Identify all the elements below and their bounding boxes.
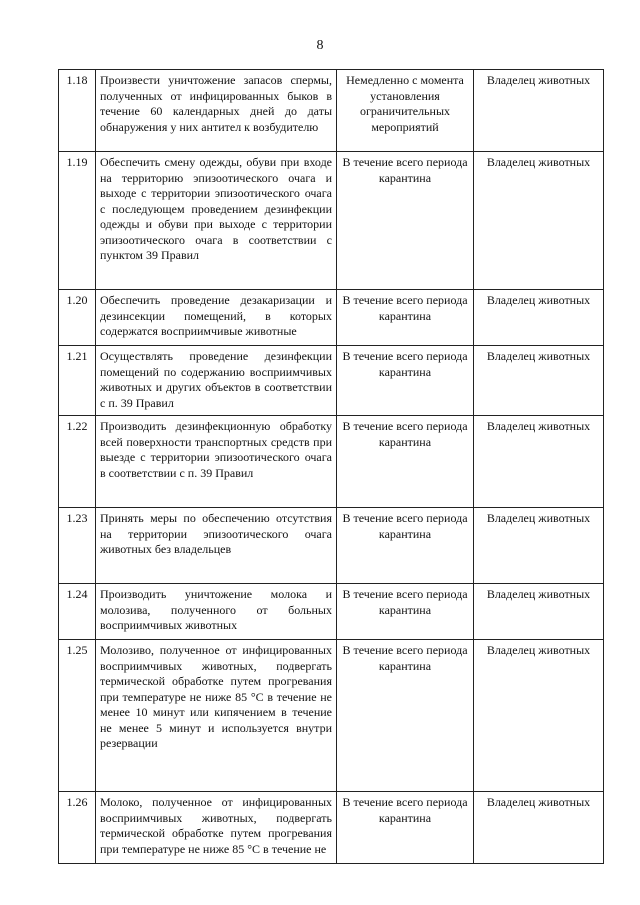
row-action: Обеспечить проведение дезакаризации и дезинсекции помещений, в которых содержатся восприимчивые животные: [96, 290, 337, 346]
row-action: Осуществлять проведение дезинфекции помещений по содержанию восприимчивых животных и других объектов в соответствии с п. 39 Правил: [96, 346, 337, 416]
row-responsible: Владелец животных: [474, 416, 604, 508]
table-row: [59, 584, 604, 640]
table-row: [59, 416, 604, 508]
row-term: В течение всего периода карантина: [337, 416, 474, 508]
row-responsible: Владелец животных: [474, 584, 604, 640]
table-row: [59, 640, 604, 792]
page-number: 8: [316, 38, 324, 53]
row-number: 1.18: [59, 70, 96, 152]
row-action: Молоко, полученное от инфицированных восприимчивых животных, подвергать термической обработке путем прогревания при температуре не ниже 85 °С в течение не: [96, 792, 337, 864]
row-number: 1.20: [59, 290, 96, 346]
row-term: В течение всего периода карантина: [337, 792, 474, 864]
table-row: [59, 70, 604, 152]
row-number: 1.25: [59, 640, 96, 792]
row-number: 1.24: [59, 584, 96, 640]
row-term: В течение всего периода карантина: [337, 290, 474, 346]
measures-table-body: [59, 70, 604, 864]
row-term: В течение всего периода карантина: [337, 640, 474, 792]
row-responsible: Владелец животных: [474, 346, 604, 416]
table-row: [59, 508, 604, 584]
table-row: [59, 346, 604, 416]
row-responsible: Владелец животных: [474, 290, 604, 346]
row-action: Молозиво, полученное от инфицированных восприимчивых животных, подвергать термической обработке путем прогревания при температуре не ниже 85 °С в течение не менее 10 минут или кипячением в течение не менее 5 минут и используется внутри резервации: [96, 640, 337, 792]
row-number: 1.23: [59, 508, 96, 584]
row-action: Производить дезинфекционную обработку всей поверхности транспортных средств при выезде с территории эпизоотического очага в соответствии с п. 39 Правил: [96, 416, 337, 508]
row-number: 1.21: [59, 346, 96, 416]
row-term: В течение всего периода карантина: [337, 346, 474, 416]
row-term: Немедленно с момента установления ограничительных мероприятий: [337, 70, 474, 152]
row-action: Обеспечить смену одежды, обуви при входе на территорию эпизоотического очага и выходе с территории эпизоотического очага с последующем проведением дезинфекции одежды и обуви при выходе с территории эпизоотического очага в соответствии с пунктом 39 Правил: [96, 152, 337, 290]
row-responsible: Владелец животных: [474, 70, 604, 152]
row-number: 1.22: [59, 416, 96, 508]
row-term: В течение всего периода карантина: [337, 584, 474, 640]
row-action: Произвести уничтожение запасов спермы, полученных от инфицированных быков в течение 60 календарных дней до даты обнаружения у них антител к возбудителю: [96, 70, 337, 152]
row-responsible: Владелец животных: [474, 640, 604, 792]
row-number: 1.26: [59, 792, 96, 864]
table-row: [59, 152, 604, 290]
table-row: [59, 290, 604, 346]
row-action: Принять меры по обеспечению отсутствия на территории эпизоотического очага животных без владельцев: [96, 508, 337, 584]
row-term: В течение всего периода карантина: [337, 508, 474, 584]
row-action: Производить уничтожение молока и молозива, полученного от больных восприимчивых животных: [96, 584, 337, 640]
row-responsible: Владелец животных: [474, 792, 604, 864]
row-term: В течение всего периода карантина: [337, 152, 474, 290]
row-responsible: Владелец животных: [474, 152, 604, 290]
table-row: [59, 792, 604, 864]
measures-table: [58, 69, 604, 864]
row-responsible: Владелец животных: [474, 508, 604, 584]
row-number: 1.19: [59, 152, 96, 290]
